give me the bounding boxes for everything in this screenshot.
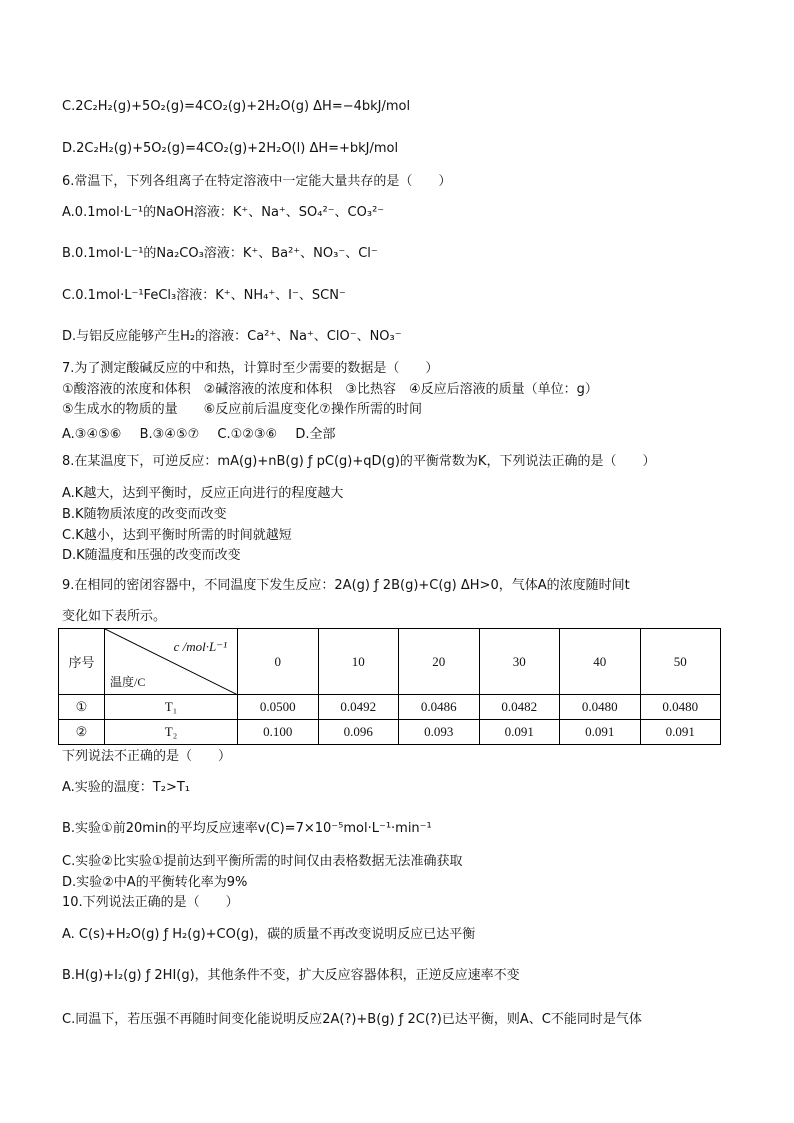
option-9c: C.实验②比实验①提前达到平衡所需的时间仅由表格数据无法准确获取 <box>62 854 463 869</box>
table-row <box>59 720 721 745</box>
header-time: 10 <box>318 629 399 695</box>
option-6d: D.与铝反应能够产生H₂的溶液：Ca²⁺、Na⁺、ClO⁻、NO₃⁻ <box>62 329 402 344</box>
header-seq: 序号 <box>59 629 105 695</box>
option-10c: C.同温下，若压强不再随时间变化能说明反应2A(?)+B(g) ƒ 2C(?)已达平衡，则A、C不能同时是气体 <box>62 1012 642 1027</box>
question-7-options <box>62 423 350 442</box>
option-8c: C.K越小，达到平衡时所需的时间就越短 <box>62 528 292 543</box>
option-5c: C.2C₂H₂(g)+5O₂(g)=4CO₂(g)+2H₂O(g) ΔH=−4bkJ/mol <box>62 99 411 114</box>
cell-value: 0.091 <box>640 720 721 745</box>
option-8b: B.K随物质浓度的改变而改变 <box>62 507 227 522</box>
question-7: 7.为了测定酸碱反应的中和热，计算时至少需要的数据是（ ） <box>62 361 439 376</box>
cell-value: 0.0492 <box>318 695 399 720</box>
question-7-items-1: ①酸溶液的浓度和体积 ②碱溶液的浓度和体积 ③比热容 ④反应后溶液的质量（单位：g） <box>62 382 598 397</box>
cell-temp: T₁ <box>105 695 238 720</box>
option-6b: B.0.1mol·L⁻¹的Na₂CO₃溶液：K⁺、Ba²⁺、NO₃⁻、Cl⁻ <box>62 246 378 261</box>
question-8: 8.在某温度下，可逆反应：mA(g)+nB(g) ƒ pC(g)+qD(g)的平衡常数为K，下列说法正确的是（ ） <box>62 454 656 469</box>
header-time: 0 <box>238 629 319 695</box>
question-10: 10.下列说法正确的是（ ） <box>62 895 239 910</box>
cell-value: 0.0480 <box>560 695 641 720</box>
question-6: 6.常温下，下列各组离子在特定溶液中一定能大量共存的是（ ） <box>62 174 452 189</box>
cell-value: 0.0486 <box>399 695 480 720</box>
option-5d: D.2C₂H₂(g)+5O₂(g)=4CO₂(g)+2H₂O(l) ΔH=+bkJ/mol <box>62 141 399 156</box>
cell-no: ② <box>59 720 105 745</box>
option-8a: A.K越大，达到平衡时，反应正向进行的程度越大 <box>62 486 344 501</box>
header-time: 50 <box>640 629 721 695</box>
option-10a: A. C(s)+H₂O(g) ƒ H₂(g)+CO(g)，碳的质量不再改变说明反应已达平衡 <box>62 927 476 942</box>
option-7a: A.③④⑤⑥ <box>62 427 122 442</box>
cell-value: 0.0500 <box>238 695 319 720</box>
cell-value: 0.0482 <box>479 695 560 720</box>
cell-value: 0.091 <box>479 720 560 745</box>
table-row <box>59 695 721 720</box>
option-7c: C.①②③⑥ <box>217 427 278 442</box>
option-10b: B.H(g)+I₂(g) ƒ 2HI(g)，其他条件不变，扩大反应容器体积，正逆反应速率不变 <box>62 968 520 983</box>
cell-temp: T₂ <box>105 720 238 745</box>
header-temp-unit: 温度/C <box>110 675 146 689</box>
question-9: 9.在相同的密闭容器中，不同温度下发生反应：2A(g) ƒ 2B(g)+C(g) ΔH>0，气体A的浓度随时间t <box>62 578 630 593</box>
cell-value: 0.096 <box>318 720 399 745</box>
option-6a: A.0.1mol·L⁻¹的NaOH溶液：K⁺、Na⁺、SO₄²⁻、CO₃²⁻ <box>62 205 385 220</box>
header-diagonal <box>105 629 238 695</box>
question-9-cont: 变化如下表所示。 <box>62 609 167 624</box>
option-7d: D.全部 <box>295 427 336 442</box>
cell-value: 0.091 <box>560 720 641 745</box>
header-conc-unit: c /mol·L⁻¹ <box>173 639 227 654</box>
option-9a: A.实验的温度：T₂>T₁ <box>62 780 190 795</box>
header-time: 20 <box>399 629 480 695</box>
cell-no: ① <box>59 695 105 720</box>
option-8d: D.K随温度和压强的改变而改变 <box>62 548 241 563</box>
option-7b: B.③④⑤⑦ <box>139 427 200 442</box>
cell-value: 0.093 <box>399 720 480 745</box>
cell-value: 0.100 <box>238 720 319 745</box>
concentration-table <box>58 628 721 745</box>
header-time: 40 <box>560 629 641 695</box>
table-header-row <box>59 629 721 695</box>
question-7-items-2: ⑤生成水的物质的量 ⑥反应前后温度变化⑦操作所需的时间 <box>62 402 422 417</box>
option-9b: B.实验①前20min的平均反应速率v(C)=7×10⁻⁵mol·L⁻¹·min⁻¹ <box>62 821 432 836</box>
option-9d: D.实验②中A的平衡转化率为9% <box>62 875 248 890</box>
cell-value: 0.0480 <box>640 695 721 720</box>
option-6c: C.0.1mol·L⁻¹FeCl₃溶液：K⁺、NH₄⁺、I⁻、SCN⁻ <box>62 288 346 303</box>
question-9-prompt: 下列说法不正确的是（ ） <box>62 749 232 764</box>
header-time: 30 <box>479 629 560 695</box>
